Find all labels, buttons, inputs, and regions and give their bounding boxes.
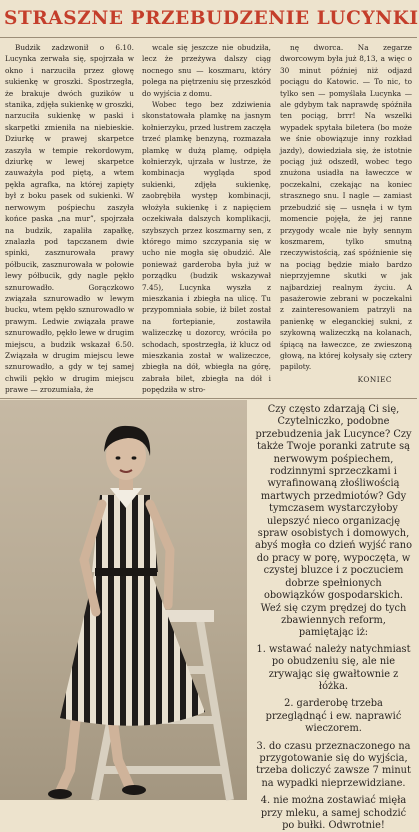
article-title: STRASZNE PRZEBUDZENIE LUCYNKI (4, 8, 419, 29)
advice-item: 1. wstawać należy natychmiast po obudzeniu się, ale nie zrywając się gwałtownie z łóżka. (256, 643, 411, 692)
article-end-marker: KONIEC (357, 374, 392, 384)
advice-sidebar (254, 404, 413, 831)
article-paragraph: Budzik zadzwonił o 6.10. Lucynka zerwała się, spojrzała w okno i narzuciła przez głowę sukienkę w groszki. Spostrzegła, że brakuje dwóch guzików u stanika, zdjęła sukienkę w groszki, narzuciła sukienkę w paski i skarpetki zmieniła na niebieskie. Dziurkę w prawej skarpetce zaszyła w tempie rekordowym, dziurkę w lewej skarpetce zauważyła pod piętą, a wtem pękła agrafka, na której zapięty był z boku pasek od sukienki. W nerwowym pośpiechu zaszyła końce paska „na mur”, spojrzała na budzik, zapaliła zapałkę, znalazła pod tapczanem dwie spinki, zasznurowała prawy półbucik, zasznurowała w połowie lewy półbucik, gdy nagle pękło sznurowadło. Gorączkowo związała sznurowadło w lewym bucku, wtem pękło sznurowadło w prawym. Ledwie związała prawe sznurowadło, pękło lewe w drugim miejscu, a budzik wskazał 6.50. Związała w drugim miejscu lewe sznurowadło, a gdy w tej samej chwili pękło w drugim miejscu prawe — zrozumiała, że (5, 43, 134, 395)
article-column-1 (5, 42, 134, 398)
advice-intro: Czy często zdarzają Ci się, Czytelniczko, podobne przebudzenia jak Lucynce? Czy także Twoje poranki zatrute są nerwowym pośpiechem, rodzinnymi sprzeczkami i wyrafinowaną złośliwością martwych przedmiotów? Gdy tymczasem wystarczyłoby ulepszyć nieco organizację spraw osobistych i domowych, abyś mogła co dzień wyjść rano do pracy w porę, wypoczęta, w czystej bluzce i z poczuciem dobrze spełnionych obowiązków gospodarskich. Weź się czym prędzej do tych zbawiennych reform, pamiętając iż: (255, 404, 412, 639)
advice-list (254, 644, 413, 832)
article-paragraph: wcale się jeszcze nie obudziła, lecz że przeżywa dalszy ciąg nocnego snu — koszmaru, który polega na piętrzeniu się przeszkód do wyjścia z domu. (142, 43, 271, 98)
article-column-2 (142, 42, 271, 398)
article-paragraph: nę dworca. Na zegarze dworcowym była już 8,13, a więc o 30 minut później niż odjazd pociągu do Katowic. — To nic, to tylko sen — pomyślała Lucynka — ale gdybym tak naprawdę spóźniła ten pociąg, brrr! Na wszelki wypadek spytała bileterа (bo może we śnie obowiązuje inny rozkład jazdy), dowiedziała się, że istotnie pociąg już odszedł, wobec tego znużona usiadła na ławeczce w poczekalni, czekając na koniec strasznego snu. I nagle — zamiast przebudzić się — usnęła i w tym momencie pojęła, że jej ranne przygody wcale nie były sennym koszmarem, tylko smutną rzeczywistością, zaś spóźnienie się na pociąg będzie miało bardzo nieprzyjemne skutki w jak najbardziej realnym życiu. A pasażerowie zebrani w poczekalni z zainteresowaniem patrzyli na panienkę w eleganckiej sukni, z szykowną walizeczką na kolanach, śpiącą na ławeczce, ze zwieszoną głową, na której kołysały się cztery papiloty. (280, 43, 412, 372)
article-column-3 (280, 42, 412, 398)
article-paragraph: Wobec tego bez zdziwienia skonstatowała plamkę na jasnym kołnierzyku, przed lustrem zaczęła trzeć plamkę benzyną, rozmazała plamkę w dużą plamę, odpięła kołnierzyk, ujrzała w lustrze, że kombinacja wygląda spod sukienki, zdjęła sukienkę, zaobrębiła występ kombinacji, włożyła sukienkę i z napięciem oczekiwała dalszych komplikacji, szybszych przez koszmarny sen, z którego mimo szczypania się w ucho nie mogła się obudzić. Ale ponieważ garderoba była już w porządku (budzik wskazywał 7.45), Lucynka wyszła z mieszkania i zbiegła na ulicę. Tu przypomniała sobie, iż bilet został na fortepianie, zostawiła walizeczkę u dozorcy, wróciła po schodach, spostrzegła, iż klucz od mieszkania został w walizeczce, zbiegła na dół, wbiegła na górę, zabrała bilet, zbiegła na dół i popędziła w stro- (142, 100, 271, 395)
woman-on-ladder-illustration (0, 400, 247, 800)
section-rule (0, 398, 417, 399)
advice-item: 4. nie można zostawiać mięła przy mleku, a samej schodzić po bułki. Odwrotnie! (260, 795, 407, 831)
advice-item: 2. garderobę trzeba przeglądnąć i ew. naprawić wieczorem. (265, 698, 402, 735)
striped-skirt (60, 570, 205, 726)
title-rule (0, 37, 417, 38)
fashion-photo (0, 400, 247, 800)
advice-item: 3. do czasu przeznaczonego na przygotowanie się do wyjścia, trzeba doliczyć zawsze 7 minut na wypadki nieprzewidziane. (256, 740, 411, 789)
